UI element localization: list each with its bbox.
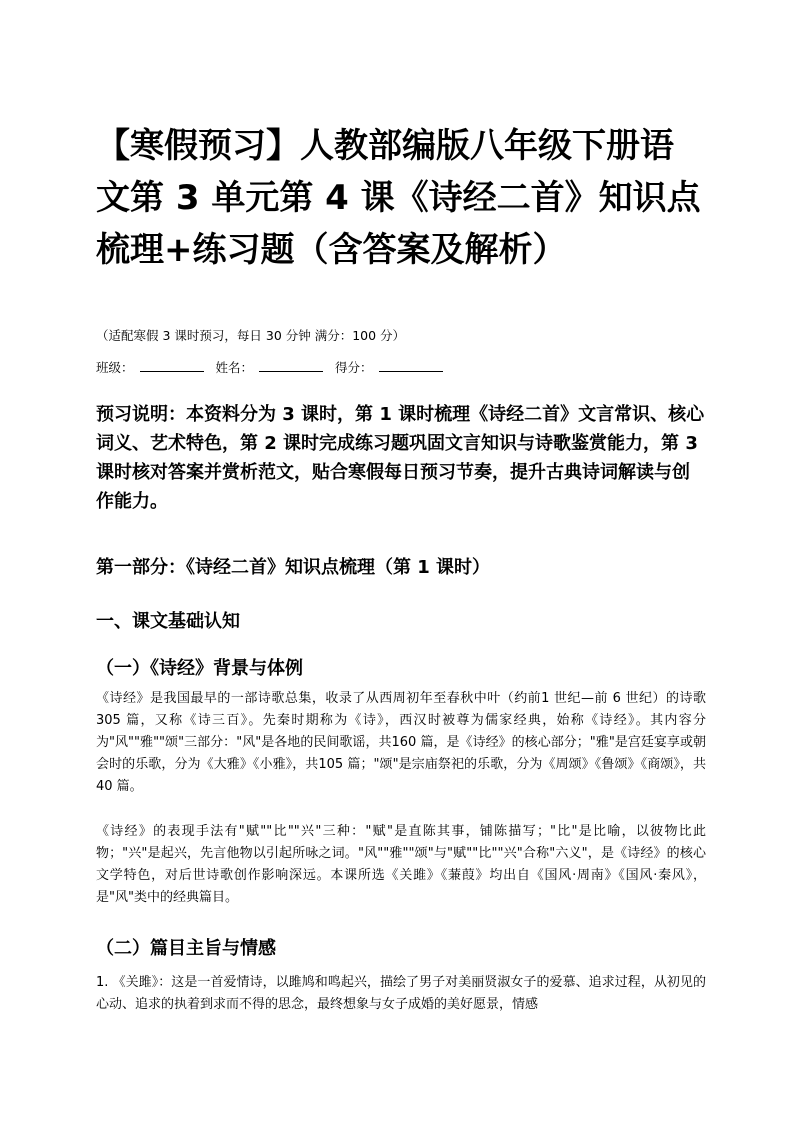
paragraph-background: 《诗经》是我国最早的一部诗歌总集，收录了从西周初年至春秋中叶（约前1 世纪—前 6 世纪）的诗歌305 篇，又称《诗三百》。先秦时期称为《诗》，西汉时被尊为儒家经典，始称《诗经》。其内容分为"风""雅""颂"三部分："风"是各地的民间歌谣，共160 篇，是《诗经》的核心部分；"雅"是宫廷宴享或朝会时的乐歌，分为《大雅》《小雅》，共105 篇；"颂"是宗庙祭祀的乐歌，分为《周颂》《鲁颂》《商颂》，共40 篇。 xyxy=(96,691,706,794)
score-label: 得分： xyxy=(335,360,373,375)
score-blank[interactable] xyxy=(379,359,443,372)
subsection-background-heading: （一）《诗经》背景与体例 xyxy=(96,658,303,679)
document-title: 【寒假预习】人教部编版八年级下册语文第 3 单元第 4 课《诗经二首》知识点梳理+练习题（含答案及解析） xyxy=(96,126,701,270)
student-info-fields xyxy=(96,358,451,378)
section-one-heading: 一、课文基础认知 xyxy=(96,611,240,632)
class-blank[interactable] xyxy=(140,359,204,372)
class-label: 班级： xyxy=(96,360,134,375)
part-one-heading: 第一部分：《诗经二首》知识点梳理（第 1 课时） xyxy=(96,557,491,578)
meta-info: （适配寒假 3 课时预习，每日 30 分钟 满分：100 分） xyxy=(96,328,406,343)
name-blank[interactable] xyxy=(259,359,323,372)
preview-instructions: 预习说明：本资料分为 3 课时，第 1 课时梳理《诗经二首》文言常识、核心词义、艺术特色，第 2 课时完成练习题巩固文言知识与诗歌鉴赏能力，第 3 课时核对答案并赏析范文，贴合寒假每日预习节奏，提升古典诗词解读与创作能力。 xyxy=(96,404,705,512)
paragraph-guanju: 1. 《关雎》：这是一首爱情诗，以雎鸠和鸣起兴，描绘了男子对美丽贤淑女子的爱慕、追求过程，从初见的心动、追求的执着到求而不得的思念，最终想象与女子成婚的美好愿景，情感 xyxy=(96,975,706,1012)
paragraph-techniques: 《诗经》的表现手法有"赋""比""兴"三种："赋"是直陈其事，铺陈描写；"比"是比喻，以彼物比此物；"兴"是起兴，先言他物以引起所咏之词。"风""雅""颂"与"赋""比""兴"合称"六义"，是《诗经》的核心文学特色，对后世诗歌创作影响深远。本课所选《关雎》《蒹葭》均出自《国风·周南》《国风·秦风》，是"风"类中的经典篇目。 xyxy=(96,824,706,905)
subsection-theme-heading: （二）篇目主旨与情感 xyxy=(96,938,276,959)
name-label: 姓名： xyxy=(215,360,254,375)
